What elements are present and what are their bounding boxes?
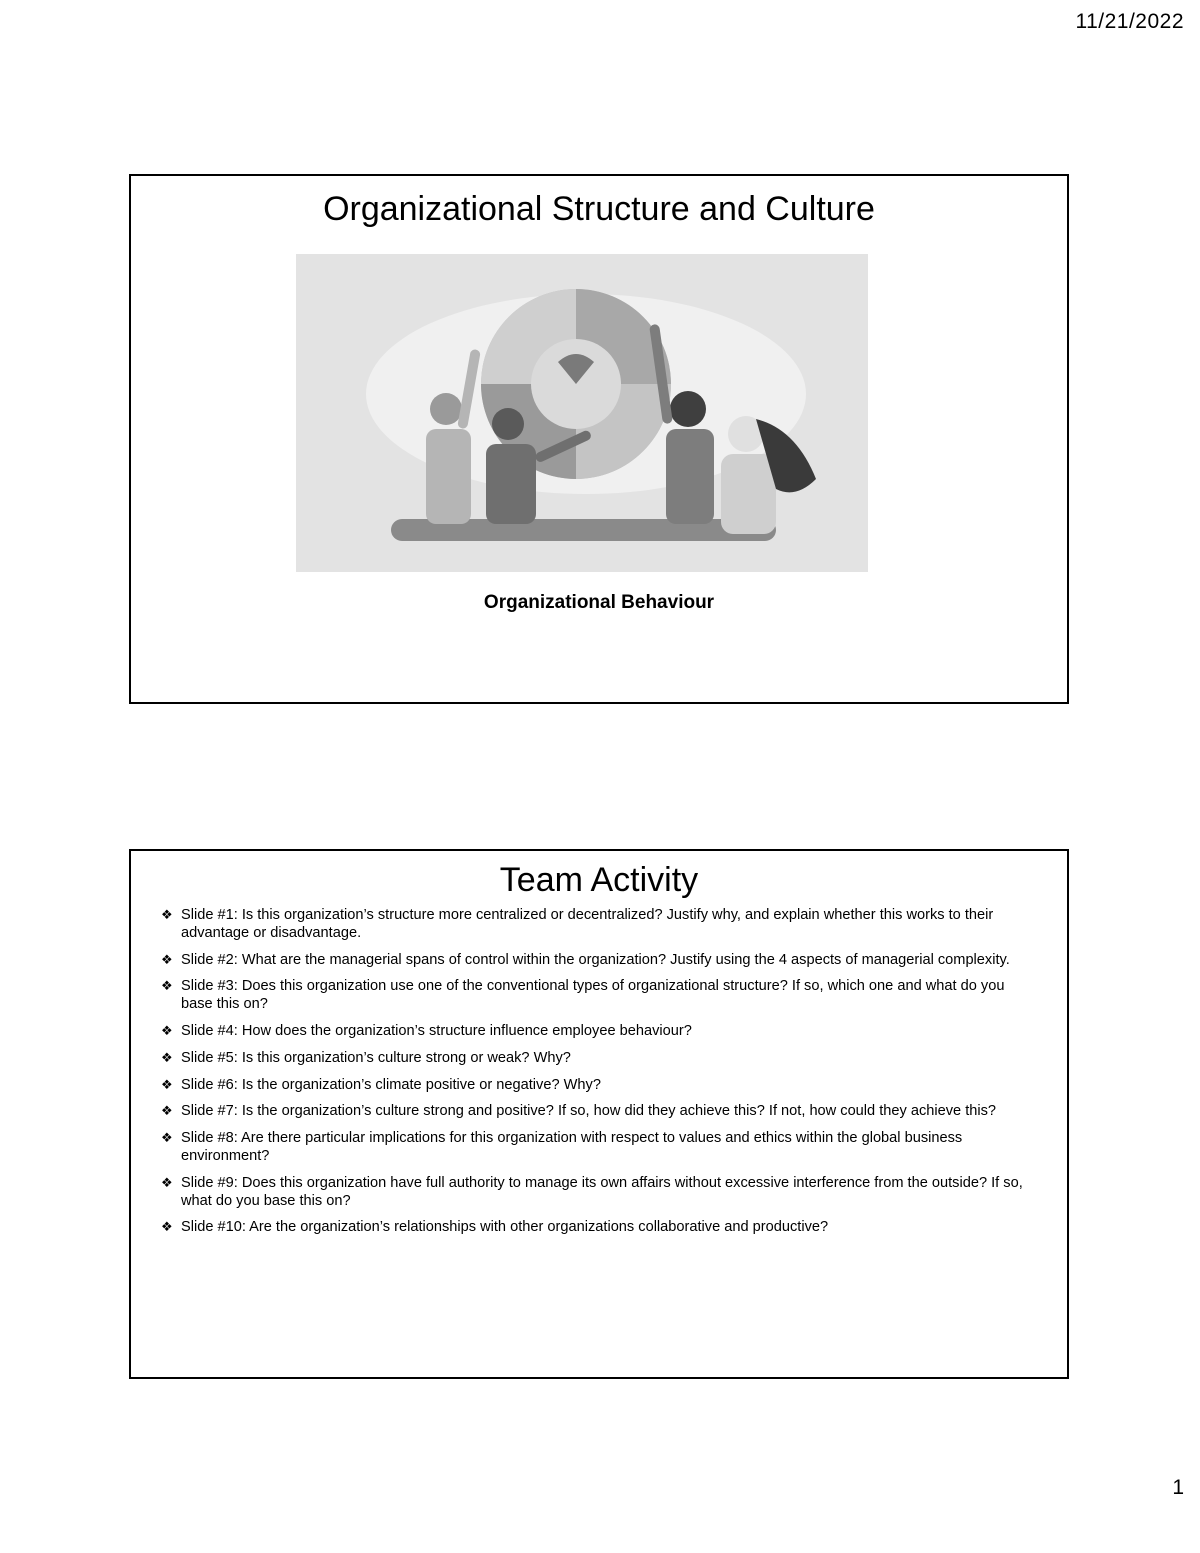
- list-item: [161, 1077, 1039, 1095]
- list-item-text: Slide #2: What are the managerial spans of control within the organization? Justify using the 4 aspects of managerial complexity.: [181, 951, 1010, 968]
- slide-1-subtitle: Organizational Behaviour: [483, 592, 715, 613]
- diamond-bullet-icon: ❖: [161, 1174, 173, 1190]
- diamond-bullet-icon: ❖: [161, 951, 173, 967]
- list-item: [161, 1219, 1039, 1237]
- diamond-bullet-icon: ❖: [161, 1103, 173, 1119]
- list-item-text: Slide #1: Is this organization’s structure more centralized or decentralized? Justify why, and explain whether this works to their advantage or disadvantage.: [181, 907, 994, 941]
- list-item-text: Slide #9: Does this organization have full authority to manage its own affairs without excessive interference from the outside? If so, what do you base this on?: [181, 1174, 1023, 1209]
- diamond-bullet-icon: ❖: [161, 1219, 173, 1235]
- list-item: [161, 1023, 1039, 1041]
- list-item: [161, 978, 1039, 1014]
- slide-1: [129, 174, 1069, 704]
- list-item: [161, 1050, 1039, 1068]
- slide-2: [129, 849, 1069, 1379]
- diamond-bullet-icon: ❖: [161, 907, 173, 922]
- list-item-text: Slide #5: Is this organization’s culture strong or weak? Why?: [181, 1049, 571, 1066]
- list-item: [161, 907, 1039, 943]
- activity-list: [131, 907, 1067, 1237]
- list-item-text: Slide #6: Is the organization’s climate positive or negative? Why?: [181, 1076, 601, 1093]
- list-item-text: Slide #7: Is the organization’s culture strong and positive? If so, how did they achieve this? If not, how could they achieve this?: [181, 1103, 997, 1120]
- diamond-bullet-icon: ❖: [161, 1022, 173, 1038]
- page-date: 11/21/2022: [1075, 10, 1184, 33]
- diamond-bullet-icon: ❖: [161, 1130, 173, 1146]
- team-celebration-illustration: [296, 254, 868, 572]
- slide-2-title: Team Activity: [499, 861, 699, 899]
- diamond-bullet-icon: ❖: [161, 1049, 173, 1065]
- list-item-text: Slide #4: How does the organization’s structure influence employee behaviour?: [181, 1022, 692, 1039]
- list-item: [161, 1130, 1039, 1166]
- list-item: [161, 1175, 1039, 1211]
- list-item: [161, 1103, 1039, 1121]
- page-number: 1: [1172, 1476, 1184, 1499]
- list-item-text: Slide #8: Are there particular implications for this organization with respect to values and ethics within the global business environment?: [181, 1130, 963, 1164]
- list-item-text: Slide #10: Are the organization’s relationships with other organizations collaborative and productive?: [181, 1219, 829, 1236]
- diamond-bullet-icon: ❖: [161, 978, 173, 994]
- list-item: [161, 952, 1039, 970]
- slide-1-title: Organizational Structure and Culture: [323, 190, 875, 228]
- diamond-bullet-icon: ❖: [161, 1076, 173, 1092]
- list-item-text: Slide #3: Does this organization use one of the conventional types of organizational structure? If so, which one and what do you base this on?: [181, 978, 1005, 1013]
